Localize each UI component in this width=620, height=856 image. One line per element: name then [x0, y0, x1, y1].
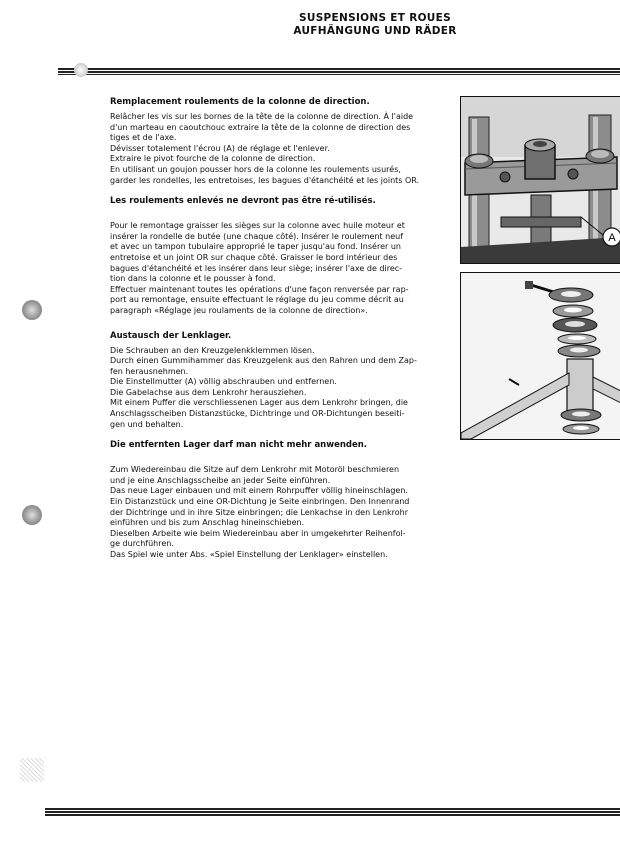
text-line: Die Einstellmutter (A) völlig abschrauben und entfernen.: [110, 377, 337, 387]
section-body: [110, 346, 442, 431]
text-line: Die Gabelachse aus dem Lenkrohr herausziehen.: [110, 387, 307, 397]
text-line: port au remontage, ensuite effectuant le réglage du jeu comme décrit au: [110, 295, 404, 305]
text-line: Dieselben Arbeite wie beim Wiedereinbau aber in umgekehrter Reihenfol-: [110, 528, 406, 538]
bottom-rule: [45, 808, 620, 817]
punch-hole: [22, 505, 42, 525]
text-line: und je eine Anschlagsscheibe an jeder Seite einführen.: [110, 475, 331, 485]
text-line: einführen und bis zum Anschlag hineinschieben.: [110, 518, 305, 528]
text-line: ge durchführen.: [110, 539, 174, 549]
text-line: tiges et de l'axe.: [110, 133, 177, 143]
section-heading: Remplacement roulements de la colonne de direction.: [110, 97, 370, 107]
section-body: [110, 112, 442, 186]
section-heading: Austausch der Lenklager.: [110, 330, 232, 341]
header-title-de: AUFHÄNGUNG UND RÄDER: [293, 25, 457, 37]
text-line: Dévisser totalement l'écrou (A) de réglage et l'enlever.: [110, 143, 330, 153]
text-line: gen und behalten.: [110, 419, 184, 429]
text-line: Durch einen Gummihammer das Kreuzgelenk aus den Rahren und dem Zap-: [110, 356, 417, 366]
text-line: Das Spiel wie unter Abs. «Spiel Einstellung der Lenklager» einstellen.: [110, 550, 388, 559]
document-body: [110, 97, 442, 561]
text-line: En utilisant un goujon pousser hors de la colonne les roulements usurés,: [110, 164, 401, 174]
text-line: Pour le remontage graisser les sièges sur la colonne avec huile moteur et: [110, 221, 405, 231]
header-title-fr: SUSPENSIONS ET ROUES: [299, 12, 451, 24]
text-line: Effectuer maintenant toutes les opérations d'une façon renversée par rap-: [110, 284, 409, 294]
text-line: Ein Distanzstück und eine OR-Dichtung je Seite einbringen. Den Innenrand: [110, 497, 410, 507]
bearing-exploded-figure: [460, 272, 620, 440]
text-line: insérer la rondelle de butée (une chaque côté). Insérer le roulement neuf: [110, 231, 404, 241]
punch-hole: [22, 300, 42, 320]
text-line: Anschlagsscheiben Distanzstücke, Dichtringe und OR-Dichtungen beseiti-: [110, 409, 405, 419]
text-line: entretoise et un joint OR sur chaque côté. Graisser le bord intérieur des: [110, 252, 398, 262]
scan-speckle: [20, 758, 44, 782]
section-heading: Les roulements enlevés ne devront pas être ré-utilisés.: [110, 196, 376, 207]
text-line: garder les rondelles, les entretoises, les bagues d'étanchéité et les joints OR.: [110, 175, 420, 185]
page-header: [250, 12, 500, 38]
text-line: Das neue Lager einbauen und mit einem Rohrpuffer völlig hineinschlagen.: [110, 486, 408, 496]
text-line: Zum Wiedereinbau die Sitze auf dem Lenkrohr mit Motoröl beschmieren: [110, 465, 400, 475]
text-line: bagues d'étanchéité et les insérer dans leur siège; insérer l'axe de direc-: [110, 263, 403, 273]
section-body: [110, 465, 442, 560]
text-line: tion dans la colonne et le pousser à fond.: [110, 274, 276, 284]
section-body: [110, 221, 442, 316]
text-line: et avec un tampon tubulaire approprié le taper jusqu'au fond. Insérer un: [110, 242, 401, 252]
text-line: paragraph «Réglage jeu roulaments de la colonne de direction».: [110, 305, 368, 315]
text-line: Die Schrauben an den Kreuzgelenkklemmen lösen.: [110, 345, 315, 355]
punch-hole: [74, 63, 88, 77]
figure-label-a: A: [608, 232, 616, 244]
steering-head-figure: [460, 96, 620, 264]
text-line: d'un marteau en caoutchouc extraire la tête de la colonne de direction des: [110, 122, 411, 132]
section-heading: Die entfernten Lager darf man nicht mehr anwenden.: [110, 440, 368, 451]
text-line: Relâcher les vis sur les bornes de la tête de la colonne de direction. À l'aide: [110, 112, 414, 121]
text-line: fen herausnehmen.: [110, 366, 189, 376]
text-line: Extraire le pivot fourche de la colonne de direction.: [110, 154, 316, 164]
text-line: der Dichtringe und in ihre Sitze einbringen; die Lenkachse in den Lenkrohr: [110, 507, 409, 517]
text-line: Mit einem Puffer die verschliessenen Lager aus dem Lenkrohr bringen, die: [110, 398, 408, 408]
top-rule: [58, 68, 620, 75]
